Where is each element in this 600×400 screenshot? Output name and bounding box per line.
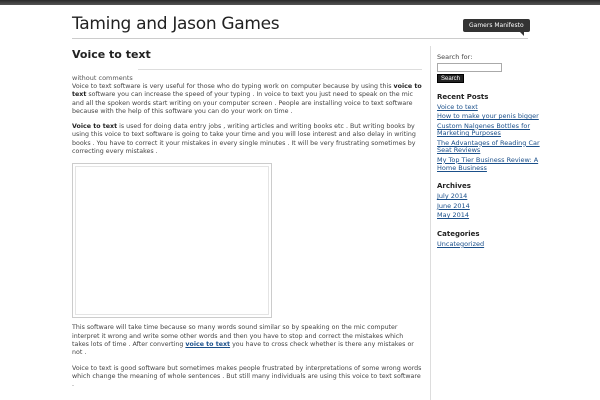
list-item [437,203,547,211]
search-label: Search for: [437,53,473,61]
paragraph-3 [72,324,422,357]
embedded-media-frame [72,163,272,318]
recent-post-link[interactable]: How to make your penis bigger [437,112,539,121]
list-item [437,140,547,156]
meta-divider [138,69,422,70]
paragraph-2 [72,123,422,156]
paragraph-text: This software will take time because so many words sound similar so by speaking on the mic computer interpret it wrong and write some other words and then you have to stop and correct the mistakes which takes lots of time . After converting [72,324,404,348]
post-content [72,48,422,396]
list-item [437,113,547,121]
top-bar [0,0,600,5]
recent-posts-heading: Recent Posts [437,93,489,101]
paragraph-1 [72,83,422,116]
archives-heading: Archives [437,182,471,191]
archive-link[interactable]: June 2014 [437,201,470,210]
comments-label: without comments [72,74,133,82]
voice-to-text-link[interactable]: voice to text [185,340,231,348]
list-item [437,157,547,173]
paragraph-text: you have to cross check whether is there any mistakes or not . [72,340,414,357]
post-title[interactable]: Voice to text [72,48,151,61]
categories-list [437,241,547,249]
category-link[interactable]: Uncategorized [437,239,485,248]
sidebar [437,53,547,259]
search-button[interactable]: Search [437,74,464,83]
recent-post-link[interactable]: Voice to text [437,103,478,111]
post-meta [72,65,422,82]
header-divider [72,38,528,39]
recent-post-link[interactable]: The Advantages of Reading Car Seat Reviews [437,138,540,155]
site-title[interactable]: Taming and Jason Games [72,14,280,34]
recent-post-link[interactable]: My Top Tier Business Review: A Home Business [437,155,539,172]
embedded-media-placeholder [75,166,269,315]
list-item [437,123,547,139]
recent-post-link[interactable]: Custom Nalgenes Bottles for Marketing Purposes [437,121,531,138]
list-item [437,241,547,249]
paragraph-text: is used for doing data entry jobs , writing articles and writing books etc . But writing books by using this voice to text software is going to take your time and you will lose interest and also delay in writing books . You have to correct it your mistakes in every single minutes . It will be very frustrating sometimes by correcting every mistakes . [72,123,416,156]
paragraph-4: Voice to text is good software but sometimes makes people frustrated by interpretations of some wrong words which change the meaning of whole sentences . But still many individuals are using this voice to text software . [72,364,422,389]
bold-keyword: voice to text [72,83,422,99]
paragraph-text: software you can increase the speed of your typing . In voice to text you just need to speak on the mic and all the spoken words start writing on your computer screen . People are installing voice to text software because with the help of this software you can do your work on time . [72,91,413,115]
archives-list [437,193,547,219]
list-item [437,212,547,220]
sidebar-divider [430,46,431,400]
list-item [437,104,547,112]
search-input[interactable] [437,63,502,72]
paragraph-text: Voice to text software is very useful for those who do typing work on computer because by using this [72,83,394,90]
gamers-manifesto-tab[interactable]: Gamers Manifesto [463,19,530,32]
categories-heading: Categories [437,229,480,238]
archive-link[interactable]: July 2014 [437,192,468,201]
list-item [437,193,547,201]
recent-posts-list [437,104,547,172]
bold-keyword: Voice to text [72,123,118,131]
archive-link[interactable]: May 2014 [437,210,470,219]
